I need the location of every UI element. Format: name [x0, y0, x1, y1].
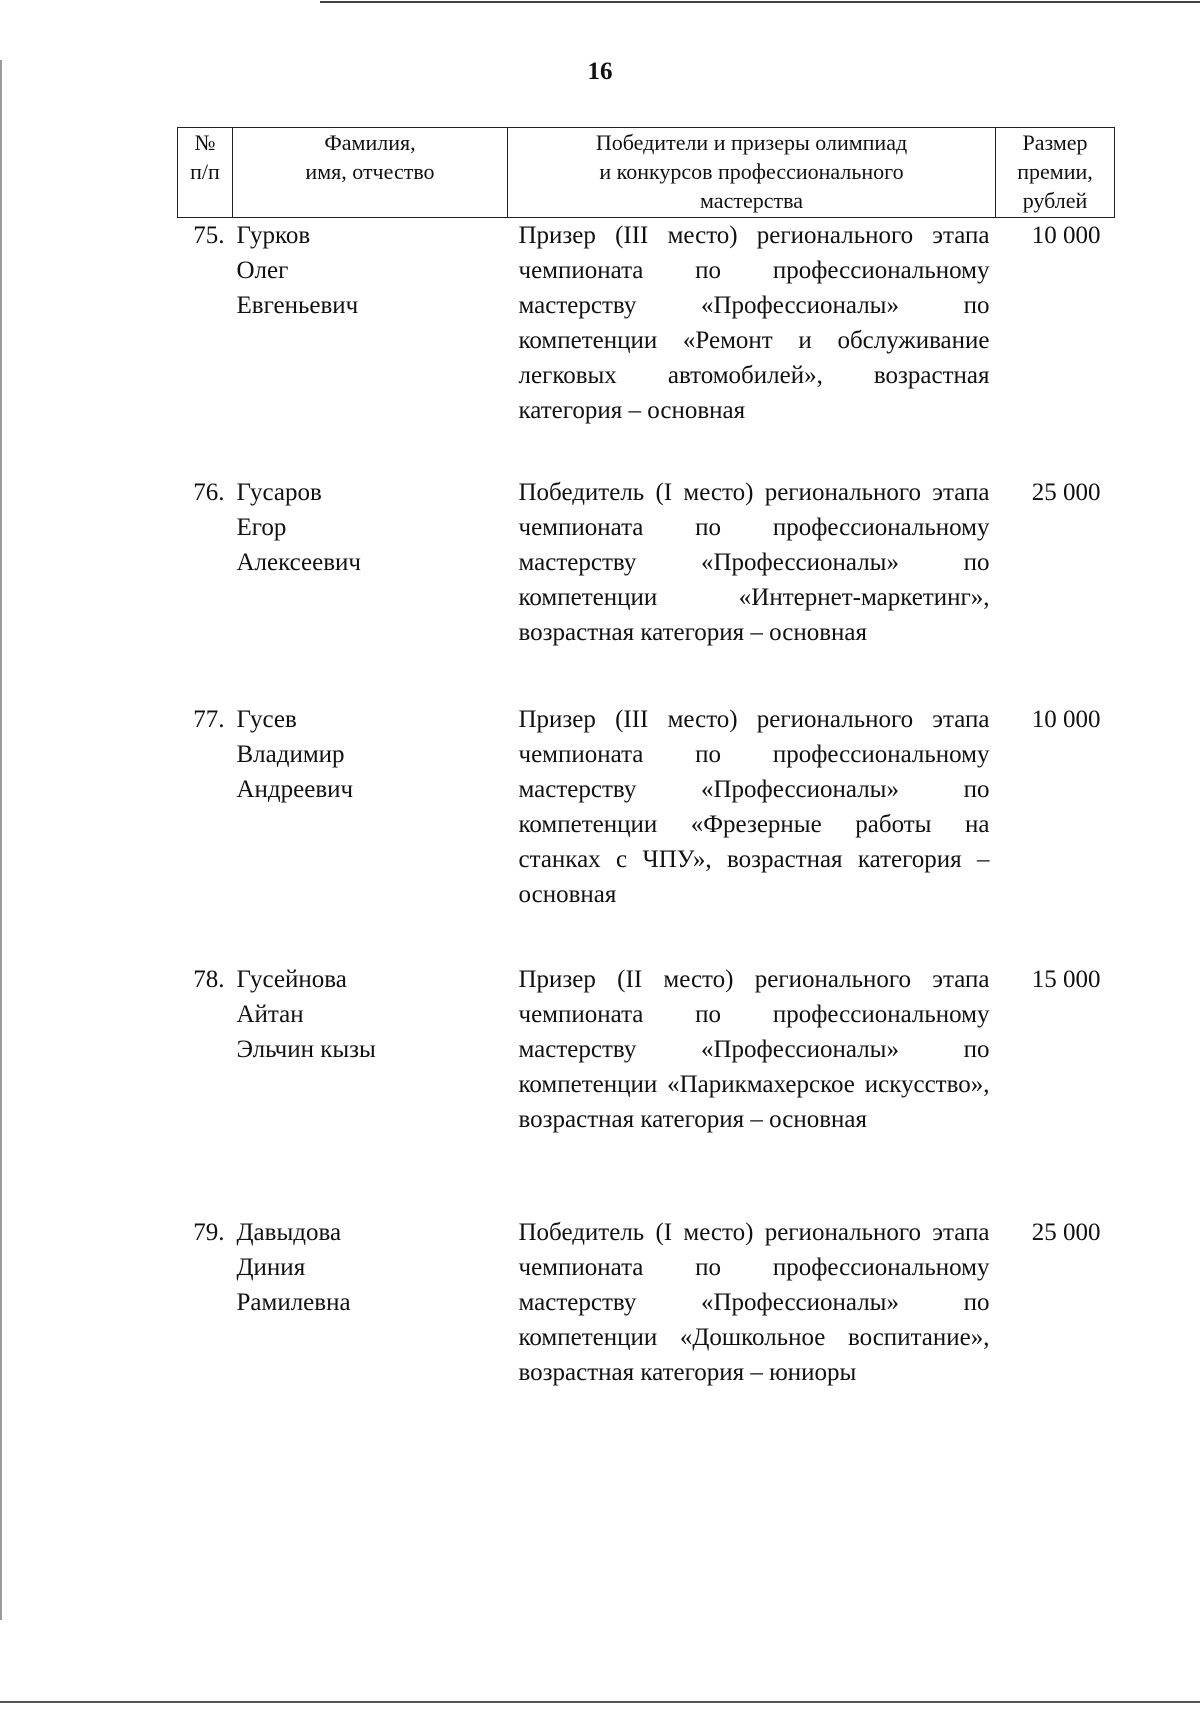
surname: Гусейнова [236, 965, 347, 993]
page-number: 16 [587, 58, 613, 85]
first-name: Айтан [236, 1000, 304, 1028]
row-number: 77. [193, 705, 225, 733]
header-full-name: Фамилия, имя, отчество [233, 128, 508, 218]
first-name: Диния [236, 1253, 306, 1281]
achievement-description: Призер (II место) регионального этапа чемпионата по профессиональному мастерству «Профессионалы» по компетенции «Парикмахерское искусство», возрастная категория – основная [518, 965, 990, 1133]
patronymic: Рамилевна [236, 1288, 351, 1316]
person-name [233, 1215, 508, 1435]
achievement-description: Победитель (I место) регионального этапа чемпионата по профессиональному мастерству «Профессионалы» по компетенции «Дошкольное воспитание», возрастная категория – юниоры [518, 1218, 990, 1386]
scan-border-bottom [0, 1701, 1200, 1703]
header-number: № п/п [178, 128, 233, 218]
prize-amount: 15 000 [1031, 965, 1101, 993]
surname: Гусев [236, 705, 297, 733]
row-number: 75. [193, 222, 225, 249]
patronymic: Андреевич [236, 775, 354, 803]
person-name [233, 218, 508, 475]
prize-amount: 10 000 [1031, 705, 1101, 733]
scan-border-left [0, 60, 2, 1620]
person-name [233, 962, 508, 1215]
achievement-description: Победитель (I место) регионального этапа чемпионата по профессиональному мастерству «Профессионалы» по компетенции «Интернет-маркетинг», возрастная категория – основная [518, 478, 990, 646]
header-prize-amount: Размер премии, рублей [996, 128, 1115, 218]
header-achievement: Победители и призеры олимпиад и конкурсов профессионального мастерства [508, 128, 996, 218]
first-name: Олег [236, 257, 289, 284]
first-name: Владимир [236, 740, 345, 768]
surname: Гурков [236, 222, 311, 249]
achievement-description: Призер (III место) регионального этапа чемпионата по профессиональному мастерству «Профессионалы» по компетенции «Ремонт и обслуживание легковых автомобилей», возрастная категория – основная [518, 222, 990, 424]
patronymic: Эльчин кызы [236, 1035, 376, 1063]
table-row [178, 962, 1115, 1215]
table-row [178, 475, 1115, 702]
prize-amount: 10 000 [1031, 222, 1101, 249]
table-row [178, 1215, 1115, 1435]
awards-table [177, 127, 1115, 1435]
table-row [178, 218, 1115, 475]
first-name: Егор [236, 513, 287, 541]
patronymic: Евгеньевич [236, 292, 359, 319]
surname: Гусаров [236, 478, 322, 506]
row-number: 79. [193, 1218, 225, 1246]
person-name [233, 702, 508, 962]
scan-border-top [320, 1, 1200, 3]
row-number: 78. [193, 965, 225, 993]
table-header-row [178, 128, 1115, 218]
row-number: 76. [193, 478, 225, 506]
table-row [178, 702, 1115, 962]
person-name [233, 475, 508, 702]
surname: Давыдова [236, 1218, 342, 1246]
prize-amount: 25 000 [1031, 1218, 1101, 1246]
patronymic: Алексеевич [236, 548, 361, 576]
prize-amount: 25 000 [1031, 478, 1101, 506]
achievement-description: Призер (III место) регионального этапа чемпионата по профессиональному мастерству «Профессионалы» по компетенции «Фрезерные работы на станках с ЧПУ», возрастная категория – основная [518, 705, 990, 908]
